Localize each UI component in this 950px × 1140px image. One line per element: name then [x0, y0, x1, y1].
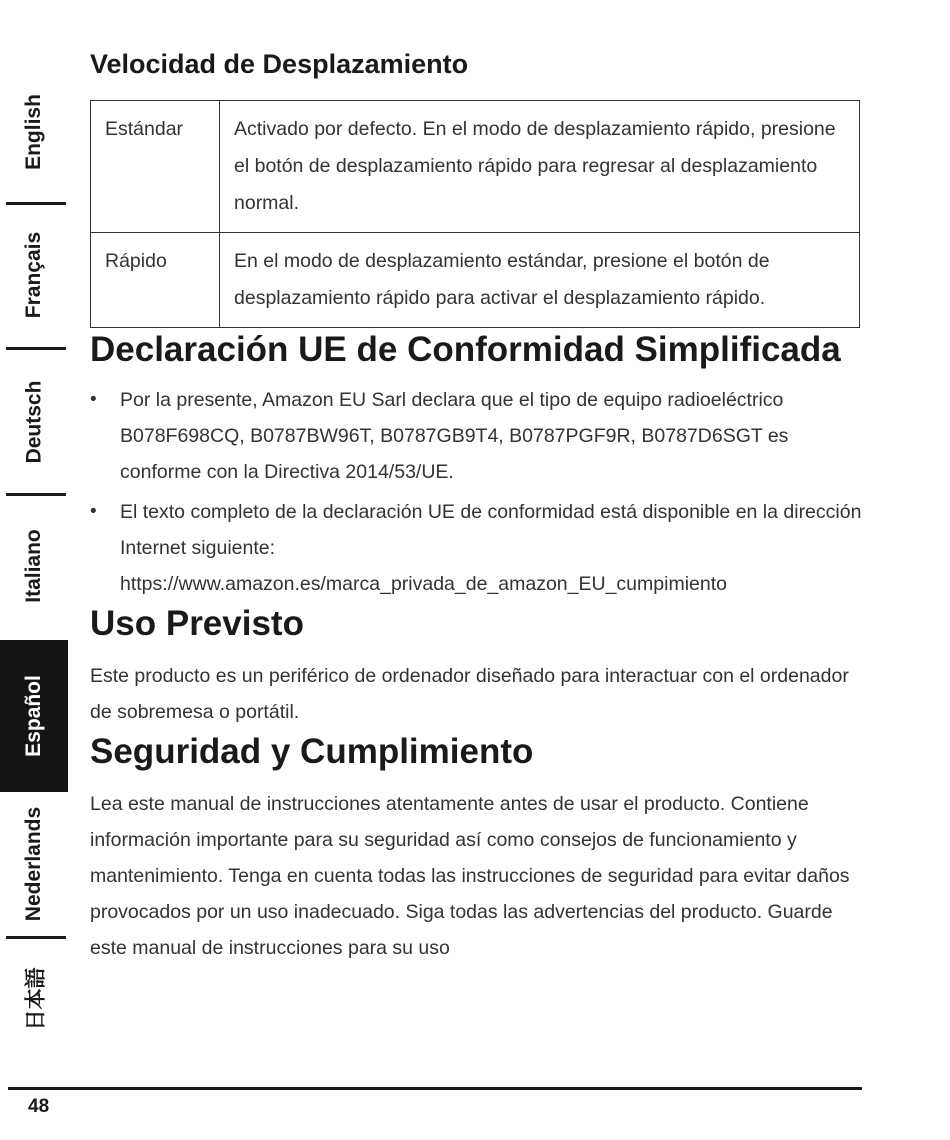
safety-heading: Seguridad y Cumplimiento [90, 732, 534, 771]
language-tabs [0, 62, 68, 1062]
lang-tab-deutsch[interactable] [0, 350, 68, 493]
page-content [90, 44, 862, 966]
bullet-icon: • [90, 501, 97, 522]
lang-tab-espanol[interactable] [0, 640, 68, 792]
lang-tab-francais[interactable] [0, 205, 68, 345]
description-cell: En el modo de desplazamiento estándar, presione el botón de desplazamiento rápido para activar el desplazamiento rápido. [220, 233, 860, 328]
list-item-text: El texto completo de la declaración UE de conformidad está disponible en la dirección Internet siguiente: https://www.amazon.es/marca_privada_de_amazon_EU_cumpimiento [120, 501, 862, 595]
mode-cell: Estándar [91, 101, 220, 233]
lang-tab-italiano[interactable] [0, 496, 68, 636]
lang-tab-label: Français [22, 231, 46, 319]
lang-tab-english[interactable] [0, 62, 68, 202]
bullet-icon: • [90, 389, 97, 410]
lang-tab-label: English [22, 94, 45, 170]
scroll-speed-table [90, 100, 860, 328]
declaration-list [90, 382, 862, 602]
lang-tab-label: Nederlands [22, 806, 45, 922]
table-row [91, 233, 860, 328]
lang-tab-japanese[interactable] [0, 939, 68, 1059]
page-number: 48 [28, 1096, 50, 1117]
lang-tab-label: 日本語 [24, 967, 47, 1031]
lang-tab-label: Deutsch [22, 380, 46, 463]
scroll-speed-heading: Velocidad de Desplazamiento [90, 49, 469, 79]
footer-divider [8, 1087, 862, 1090]
intended-use-text: Este producto es un periférico de ordenador diseñado para interactuar con el ordenador de sobremesa o portátil. [90, 665, 849, 723]
description-cell: Activado por defecto. En el modo de desplazamiento rápido, presione el botón de desplazamiento rápido para regresar al desplazamiento normal. [220, 101, 860, 233]
mode-cell: Rápido [91, 233, 220, 328]
intended-use-heading: Uso Previsto [90, 604, 304, 643]
list-item-text: Por la presente, Amazon EU Sarl declara que el tipo de equipo radioeléctrico B078F698CQ, B0787BW96T, B0787GB9T4, B0787PGF9R, B0787D6SGT es conforme con la Directiva 2014/53/UE. [120, 389, 789, 483]
list-item [90, 382, 862, 490]
lang-tab-label: Español [22, 675, 45, 757]
safety-text: Lea este manual de instrucciones atentamente antes de usar el producto. Contiene información importante para su seguridad así como consejos de funcionamiento y mantenimiento. Tenga en cuenta todas las instrucciones de seguridad para evitar daños provocados por un uso inadecuado. Siga todas las advertencias del producto. Guarde este manual de instrucciones para su uso [90, 793, 850, 959]
table-row [91, 101, 860, 233]
lang-tab-label: Italiano [22, 529, 46, 603]
list-item [90, 494, 862, 602]
declaration-heading: Declaración UE de Conformidad Simplificada [90, 330, 841, 369]
lang-tab-nederlands[interactable] [0, 794, 68, 934]
